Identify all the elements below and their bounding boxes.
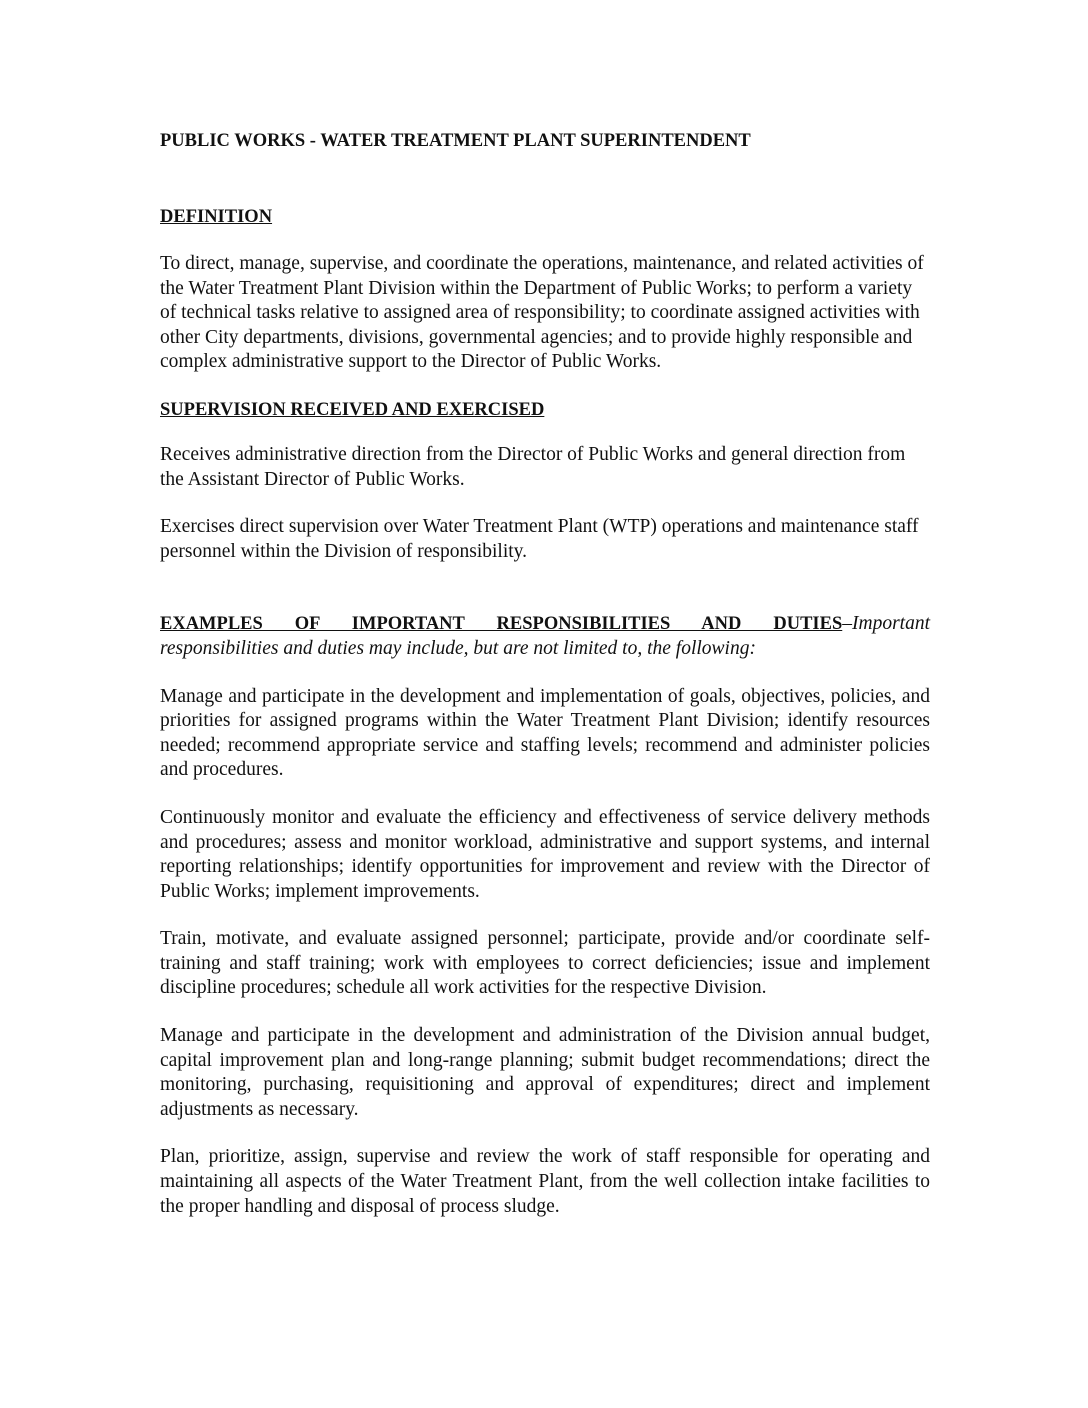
duty-item: Manage and participate in the development and administration of the Division annual budget, capital improvement plan and long-range planning; submit budget recommendations; direct the monitoring, purchasing, requisitioning and approval of expenditures; direct and implement adjustments as necessary. — [160, 1025, 930, 1120]
duty-item: Manage and participate in the development and implementation of goals, objectives, policies, and priorities for assigned programs within the Water Treatment Plant Division; identify resources needed; recommend appropriate service and staffing levels; recommend and administer policies and procedures. — [160, 685, 930, 781]
supervision-exercised-text: Exercises direct supervision over Water Treatment Plant (WTP) operations and maintenance staff personnel within the Division of responsibility. — [160, 516, 919, 562]
supervision-heading: SUPERVISION RECEIVED AND EXERCISED — [160, 399, 545, 420]
examples-separator: – — [842, 613, 852, 635]
supervision-received-text: Receives administrative direction from the Director of Public Works and general direction from the Assistant Director of Public Works. — [160, 443, 906, 490]
examples-intro — [160, 612, 930, 661]
duty-item: Train, motivate, and evaluate assigned personnel; participate, provide and/or coordinate self-training and staff training; work with employees to correct deficiencies; issue and implement discipline procedures; schedule all work activities for the respective Division. — [160, 928, 930, 999]
document-title: PUBLIC WORKS - WATER TREATMENT PLANT SUPERINTENDENT — [160, 131, 751, 151]
duty-item: Continuously monitor and evaluate the efficiency and effectiveness of service delivery methods and procedures; assess and monitor workload, administrative and support systems, and internal reporting relationships; identify opportunities for improvement and review with the Director of Public Works; implement improvements. — [160, 806, 930, 902]
examples-intro-text: Important responsibilities and duties may include, but are not limited to, the following: — [160, 613, 930, 659]
document-page — [160, 128, 930, 1219]
duty-item: Plan, prioritize, assign, supervise and review the work of staff responsible for operating and maintaining all aspects of the Water Treatment Plant, from the well collection intake facilities to the proper handling and disposal of process sludge. — [160, 1146, 930, 1217]
examples-heading: EXAMPLES OF IMPORTANT RESPONSIBILITIES AND DUTIES — [160, 614, 843, 635]
definition-heading: DEFINITION — [160, 207, 273, 227]
definition-text: To direct, manage, supervise, and coordinate the operations, maintenance, and related activities of the Water Treatment Plant Division within the Department of Public Works; to perform a variety of technical tasks relative to assigned area of responsibility; to coordinate assigned activities with other City departments, divisions, governmental agencies; and to provide highly responsible and complex administrative support to the Director of Public Works. — [160, 253, 924, 373]
